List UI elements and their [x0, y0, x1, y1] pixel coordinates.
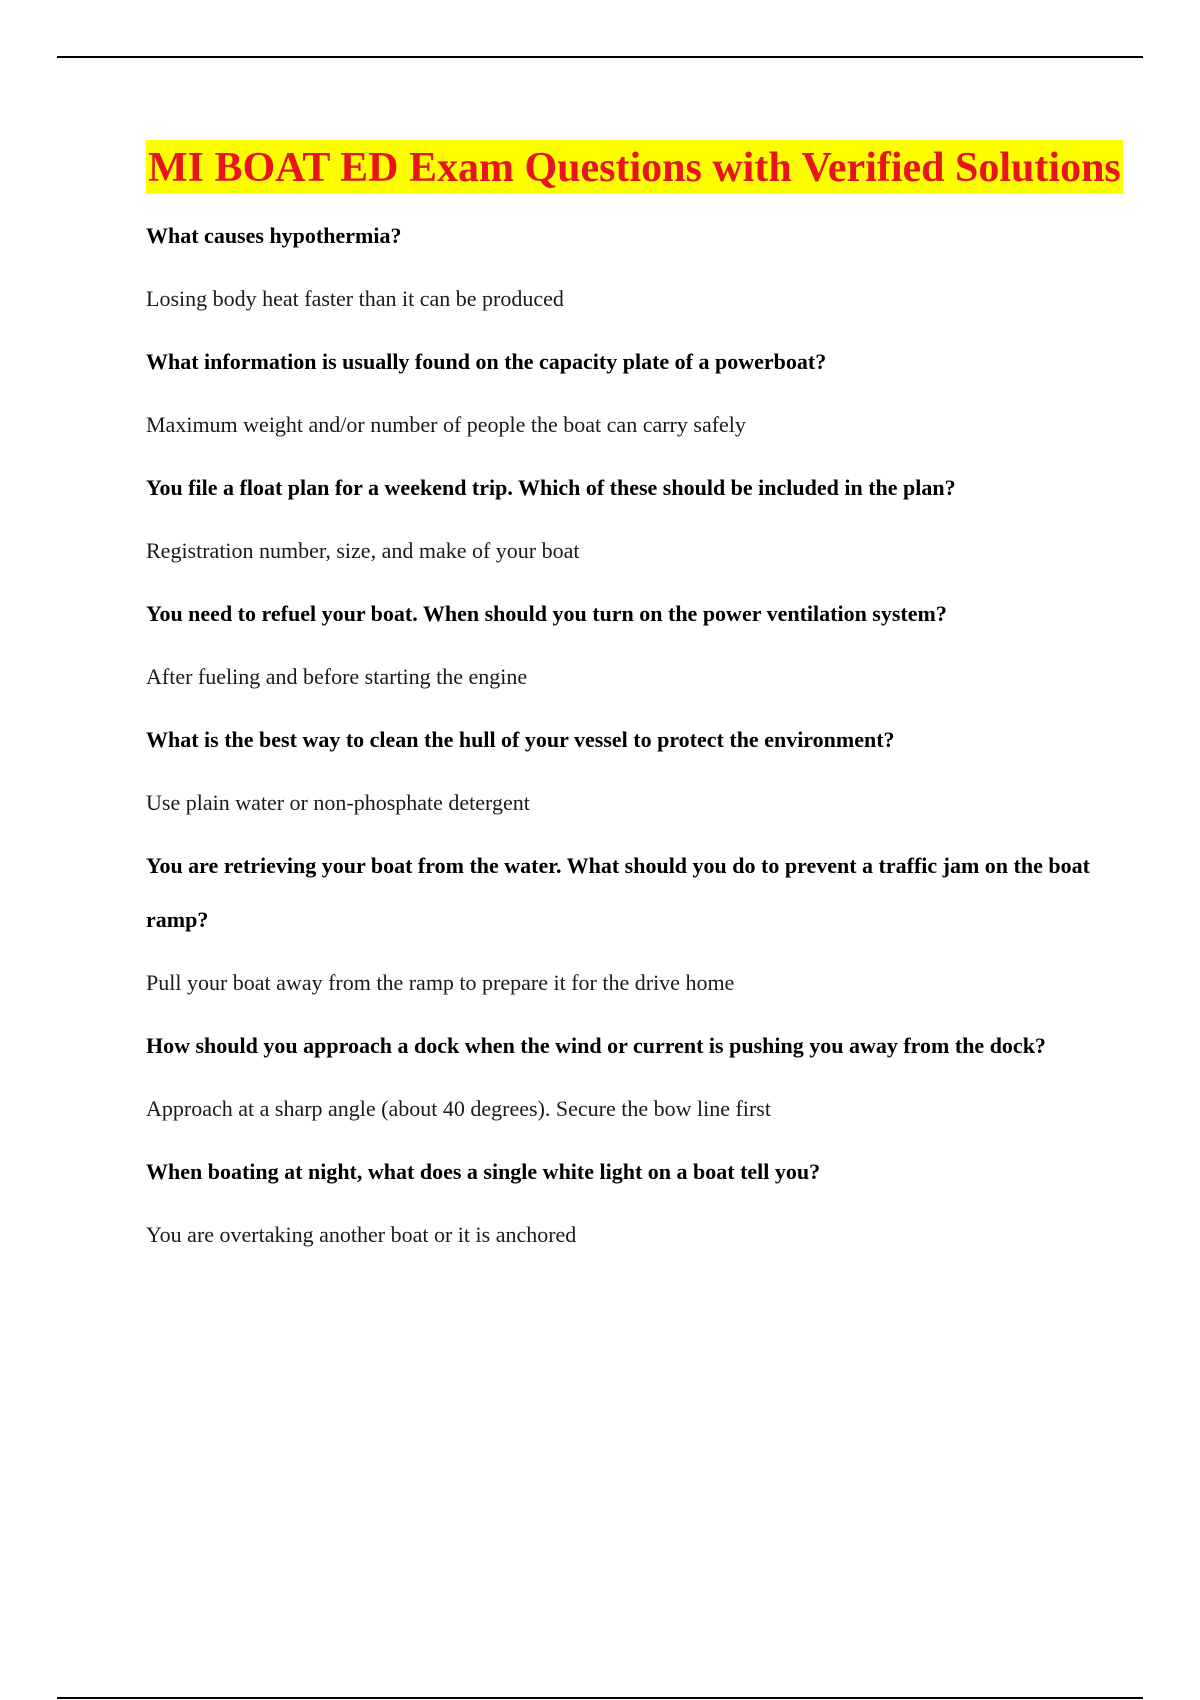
question-text: You are retrieving your boat from the water. What should you do to prevent a traffic jam on the boat ramp? — [146, 853, 1090, 932]
header-rule — [57, 56, 1143, 58]
answer-text: Registration number, size, and make of your boat — [146, 538, 580, 563]
answer-text: Losing body heat faster than it can be produced — [146, 286, 564, 311]
qa-item — [146, 713, 1106, 821]
qa-item — [146, 587, 1106, 695]
answer-text: Maximum weight and/or number of people the boat can carry safely — [146, 412, 746, 437]
answer-text: Pull your boat away from the ramp to prepare it for the drive home — [146, 970, 735, 995]
document-title: MI BOAT ED Exam Questions with Verified Solutions — [146, 140, 1123, 194]
question-text: You file a float plan for a weekend trip. Which of these should be included in the plan? — [146, 475, 956, 500]
question-text: When boating at night, what does a single white light on a boat tell you? — [146, 1159, 821, 1184]
answer-text: After fueling and before starting the engine — [146, 664, 528, 689]
qa-item — [146, 335, 1106, 443]
answer-text: Use plain water or non-phosphate detergent — [146, 790, 530, 815]
question-text: You need to refuel your boat. When should you turn on the power ventilation system? — [146, 601, 947, 626]
footer-rule — [57, 1697, 1143, 1699]
qa-item — [146, 839, 1106, 1001]
document-body — [146, 140, 1121, 1271]
question-text: What causes hypothermia? — [146, 223, 402, 248]
question-text: What information is usually found on the capacity plate of a powerboat? — [146, 349, 827, 374]
qa-item — [146, 1019, 1106, 1127]
qa-list — [146, 209, 1106, 1253]
question-text: What is the best way to clean the hull of your vessel to protect the environment? — [146, 727, 895, 752]
question-text: How should you approach a dock when the wind or current is pushing you away from the dock? — [146, 1033, 1046, 1058]
qa-item — [146, 461, 1106, 569]
qa-item — [146, 1145, 1106, 1253]
answer-text: You are overtaking another boat or it is anchored — [146, 1222, 577, 1247]
qa-item — [146, 209, 1106, 317]
answer-text: Approach at a sharp angle (about 40 degrees). Secure the bow line first — [146, 1096, 771, 1121]
